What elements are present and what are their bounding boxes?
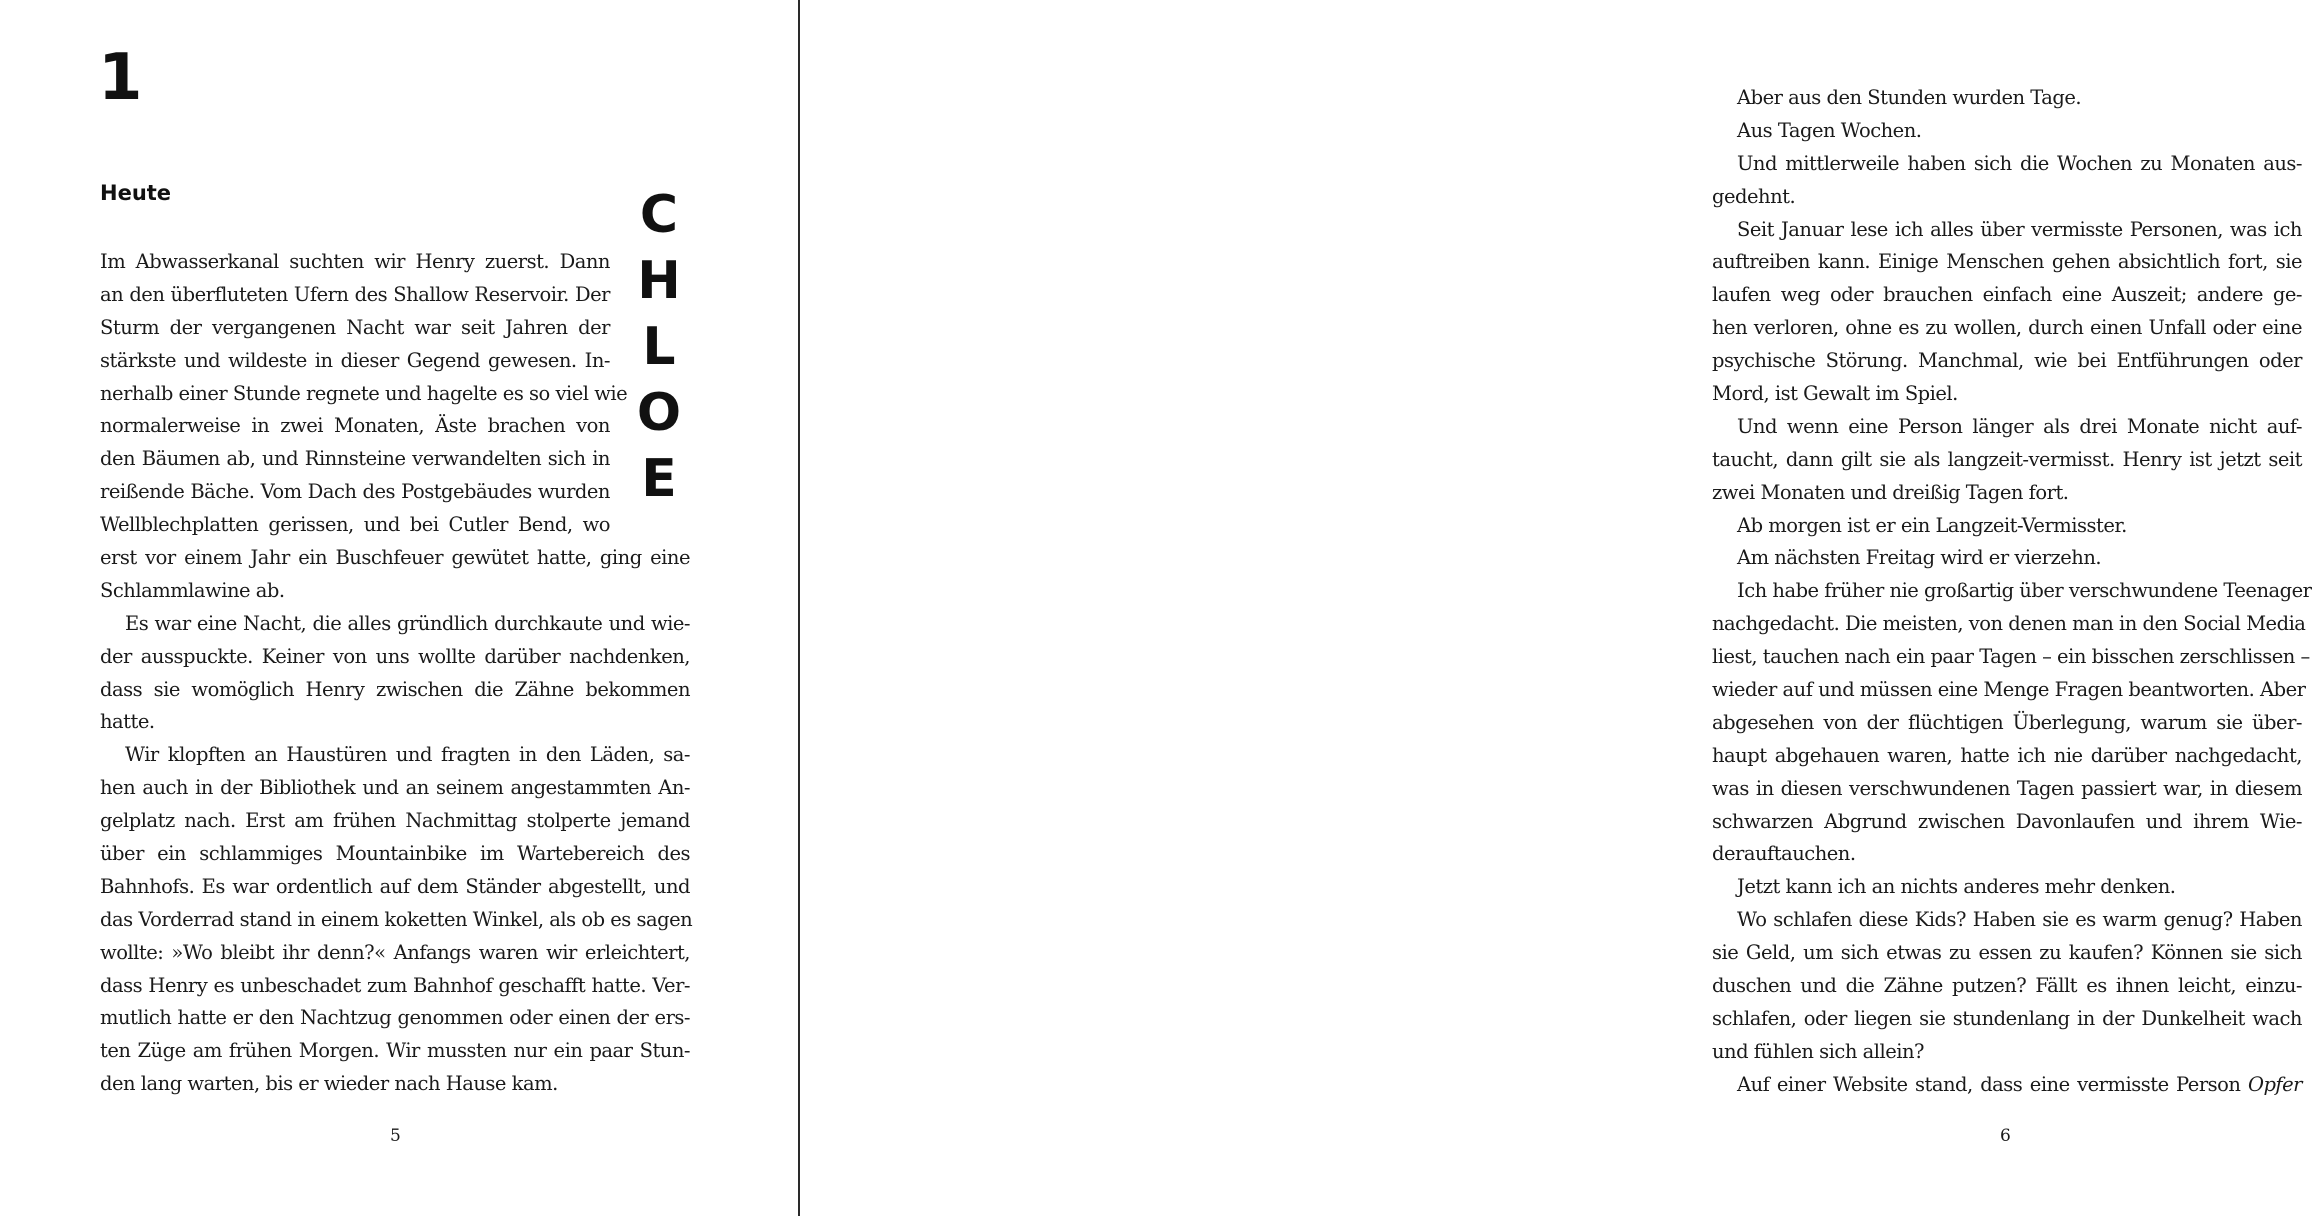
narrator-letter: H — [637, 251, 681, 311]
text-line: hen auch in der Bibliothek und an seinem angestammten An- — [100, 776, 690, 800]
text-line: Schlammlawine ab. — [100, 578, 285, 602]
text-line: Und wenn eine Person länger als drei Monate nicht auf- — [1737, 414, 2302, 438]
text-line: derauftauchen. — [1712, 842, 1856, 866]
text-line: hatte. — [100, 710, 155, 734]
text-line: Es war eine Nacht, die alles gründlich durchkaute und wie- — [125, 611, 690, 635]
text-line: Ich habe früher nie großartig über verschwundene Teenager — [1737, 579, 2312, 603]
text-line: dass sie womöglich Henry zwischen die Zähne bekommen — [100, 677, 690, 701]
text-line: sie Geld, um sich etwas zu essen zu kaufen? Können sie sich — [1712, 941, 2302, 965]
section-title: Heute — [100, 181, 172, 205]
text-line: wollte: »Wo bleibt ihr denn?« Anfangs waren wir erleichtert, — [100, 940, 690, 964]
text-line: auftreiben kann. Einige Menschen gehen absichtlich fort, sie — [1712, 250, 2302, 274]
text-line: was in diesen verschwundenen Tagen passiert war, in diesem — [1712, 776, 2302, 800]
text-line: und fühlen sich allein? — [1712, 1039, 1924, 1063]
text-line: gedehnt. — [1712, 184, 1796, 208]
text-line: Am nächsten Freitag wird er vierzehn. — [1737, 546, 2102, 570]
text-line: liest, tauchen nach ein paar Tagen – ein bisschen zerschlissen – — [1712, 645, 2310, 669]
left-page — [0, 0, 798, 1216]
text-line: abgesehen von der flüchtigen Überlegung, warum sie über- — [1712, 710, 2302, 734]
text-line: Aus Tagen Wochen. — [1737, 118, 1922, 142]
text-line: Aber aus den Stunden wurden Tage. — [1737, 86, 2082, 109]
page-number-right: 6 — [2000, 1126, 2011, 1146]
left-body-text — [100, 246, 693, 1101]
narrator-letter: E — [641, 449, 677, 509]
text-line: Sturm der vergangenen Nacht war seit Jahren der — [100, 315, 610, 339]
text-line: dass Henry es unbeschadet zum Bahnhof geschafft hatte. Ver- — [100, 973, 690, 997]
text-line: Im Abwasserkanal suchten wir Henry zuerst. Dann — [100, 250, 610, 273]
text-line: Seit Januar lese ich alles über vermisste Personen, was ich — [1737, 217, 2302, 241]
text-line: Und mittlerweile haben sich die Wochen zu Monaten aus- — [1737, 151, 2302, 175]
italic-word: Opfer — [2247, 1072, 2303, 1096]
text-line: laufen weg oder brauchen einfach eine Auszeit; andere ge- — [1712, 283, 2302, 307]
text-line: schwarzen Abgrund zwischen Davonlaufen und ihrem Wie- — [1712, 809, 2302, 833]
text-line: hen verloren, ohne es zu wollen, durch einen Unfall oder eine — [1712, 316, 2302, 340]
text-line: taucht, dann gilt sie als langzeit-vermisst. Henry ist jetzt seit — [1712, 447, 2302, 471]
text-line: den Bäumen ab, und Rinnsteine verwandelten sich in — [100, 447, 610, 471]
text-line: duschen und die Zähne putzen? Fällt es ihnen leicht, einzu- — [1712, 974, 2302, 998]
text-line: nerhalb einer Stunde regnete und hagelte es so viel wie — [100, 381, 628, 405]
text-line: der ausspuckte. Keiner von uns wollte darüber nachdenken, — [100, 644, 690, 668]
narrator-letter: O — [636, 383, 682, 443]
text-line: mutlich hatte er den Nachtzug genommen oder einen der ers- — [100, 1006, 690, 1030]
text-line: zwei Monaten und dreißig Tagen fort. — [1712, 480, 2069, 504]
text-line: ten Züge am frühen Morgen. Wir mussten nur ein paar Stun- — [100, 1039, 690, 1063]
text-line: Wo schlafen diese Kids? Haben sie es warm genug? Haben — [1737, 908, 2302, 932]
right-body-text — [1712, 82, 2312, 1102]
narrator-letter: C — [639, 185, 679, 245]
text-line: das Vorderrad stand in einem koketten Winkel, als ob es sagen — [100, 907, 693, 931]
text-line: Auf einer Website stand, dass eine vermisste Person Opfer — [1737, 1072, 2303, 1096]
text-line: an den überfluteten Ufern des Shallow Reservoir. Der — [100, 282, 610, 306]
text-line: wieder auf und müssen eine Menge Fragen beantworten. Aber — [1712, 678, 2306, 702]
right-page — [800, 0, 2312, 1216]
text-line: Ab morgen ist er ein Langzeit-Vermisster. — [1737, 513, 2127, 537]
narrator-letter: L — [642, 317, 676, 377]
text-line: normalerweise in zwei Monaten, Äste brachen von — [100, 414, 610, 438]
text-line: psychische Störung. Manchmal, wie bei Entführungen oder — [1712, 349, 2302, 373]
text-line: erst vor einem Jahr ein Buschfeuer gewütet hatte, ging eine — [100, 546, 690, 570]
text-line: Bahnhofs. Es war ordentlich auf dem Ständer abgestellt, und — [100, 874, 690, 898]
text-line: den lang warten, bis er wieder nach Hause kam. — [100, 1072, 558, 1096]
text-line: Mord, ist Gewalt im Spiel. — [1712, 382, 1958, 406]
chapter-number: 1 — [98, 41, 143, 115]
text-line: stärkste und wildeste in dieser Gegend gewesen. In- — [100, 348, 610, 372]
text-line: reißende Bäche. Vom Dach des Postgebäudes wurden — [100, 480, 610, 504]
text-line: Wellblechplatten gerissen, und bei Cutler Bend, wo — [100, 513, 610, 537]
text-line: nachgedacht. Die meisten, von denen man in den Social Media — [1712, 612, 2306, 636]
text-line: schlafen, oder liegen sie stundenlang in der Dunkelheit wach — [1712, 1006, 2302, 1030]
page-number-left: 5 — [390, 1126, 401, 1146]
text-line: Wir klopften an Haustüren und fragten in den Läden, sa- — [125, 743, 690, 767]
text-line: gelplatz nach. Erst am frühen Nachmittag stolperte jemand — [100, 809, 690, 833]
text-line: über ein schlammiges Mountainbike im Wartebereich des — [100, 842, 690, 866]
text-line: haupt abgehauen waren, hatte ich nie darüber nachgedacht, — [1712, 743, 2302, 767]
text-line: Jetzt kann ich an nichts anderes mehr denken. — [1737, 875, 2176, 899]
